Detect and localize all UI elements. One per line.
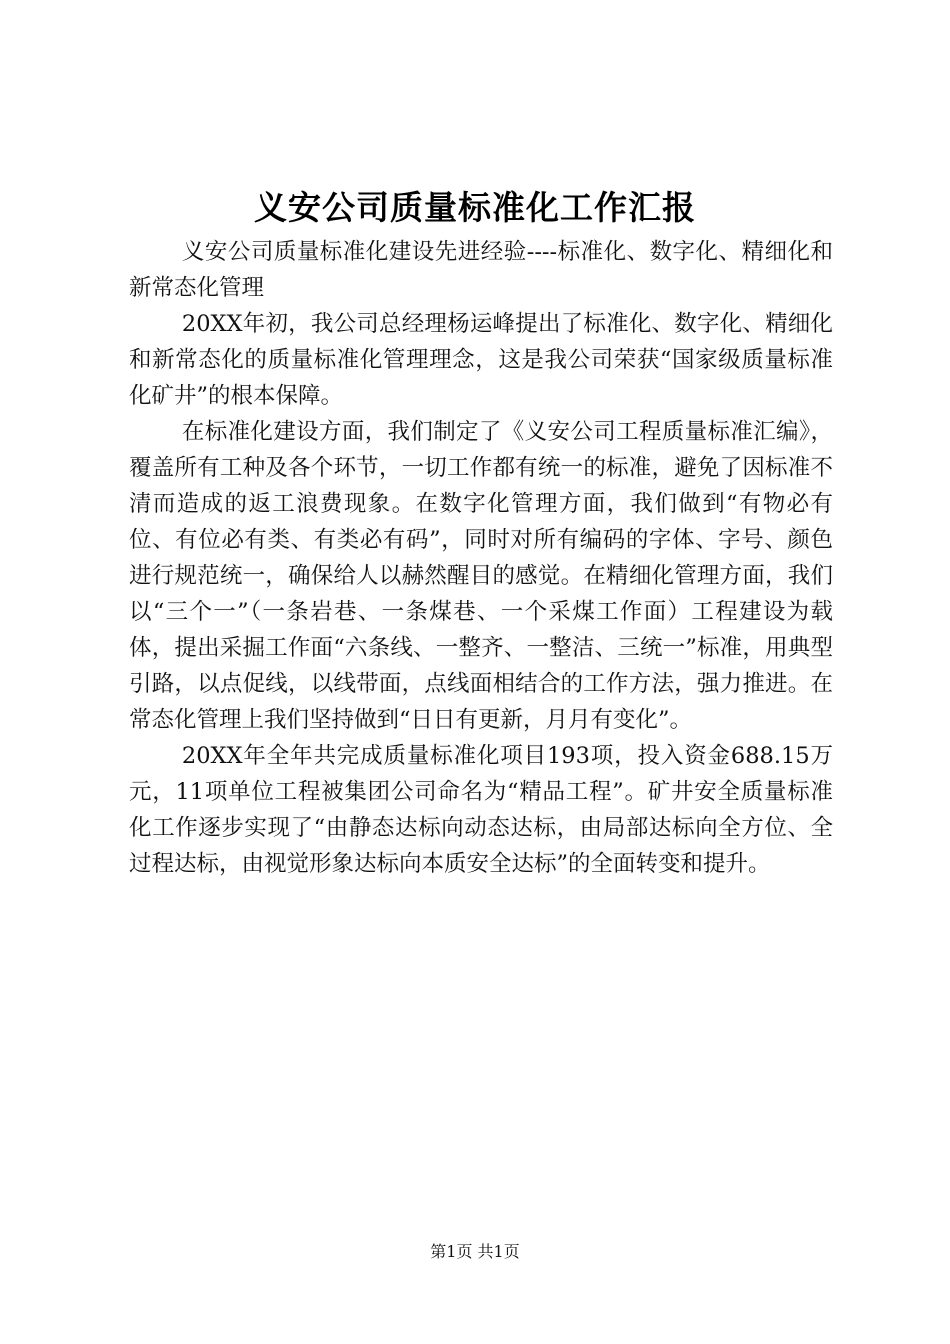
paragraph-methods: 在标准化建设方面，我们制定了《义安公司工程质量标准汇编》，覆盖所有工种及各个环节，一切工作都有统一的标准，避免了因标准不清而造成的返工浪费现象。在数字化管理方面，我们做到“有物必有位、有位必有类、有类必有码”，同时对所有编码的字体、字号、颜色进行规范统一，确保给人以赫然醒目的感觉。在精细化管理方面，我们以“三个一”（一条岩巷、一条煤巷、一个采煤工作面）工程建设为载体，提出采掘工作面“六条线、一整齐、一整洁、三统一”标准，用典型引路，以点促线，以线带面，点线面相结合的工作方法，强力推进。在常态化管理上我们坚持做到“日日有更新，月月有变化”。: [129, 419, 833, 733]
paragraph-results: 20XX年全年共完成质量标准化项目193项，投入资金688.15万元，11项单位工程被集团公司命名为“精品工程”。矿井安全质量标准化工作逐步实现了“由静态达标向动态达标，由局部达标向全方位、全过程达标，由视觉形象达标向本质安全达标”的全面转变和提升。: [129, 743, 833, 877]
document-body: [129, 234, 833, 882]
page-footer: 第1页 共1页: [430, 1242, 520, 1261]
paragraph-intro: 20XX年初，我公司总经理杨运峰提出了标准化、数字化、精细化和新常态化的质量标准化管理理念，这是我公司荣获“国家级质量标准化矿井”的根本保障。: [129, 311, 833, 409]
document-title: 义安公司质量标准化工作汇报: [254, 188, 696, 227]
paragraph-subtitle: 义安公司质量标准化建设先进经验----标准化、数字化、精细化和新常态化管理: [129, 239, 833, 301]
